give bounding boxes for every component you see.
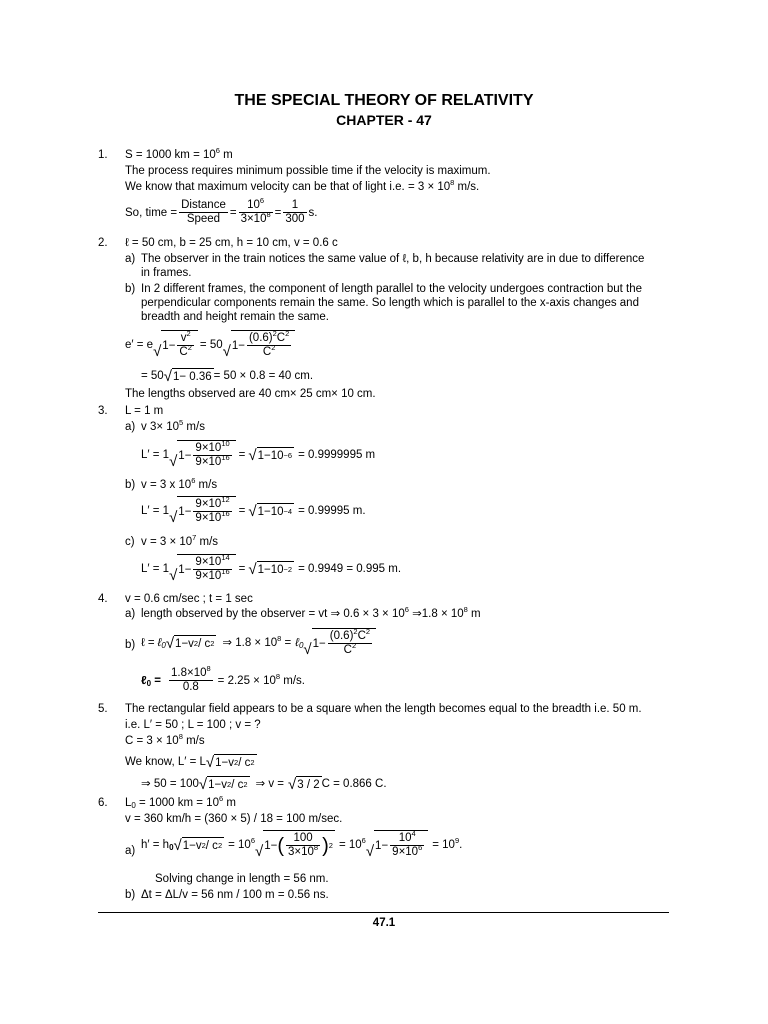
q1-time-equation: So, time = $\frac{\text{Distance}}{\text{Speed}}$ = $\frac{10^6}{3\times 10^8}$ = $\frac{1}{300}$ s. xyxy=(125,196,318,225)
chapter-heading: CHAPTER - 47 xyxy=(336,112,432,128)
q3-number: 3. xyxy=(98,405,108,417)
q3-b-label: b) xyxy=(125,479,136,491)
q2-length-equation: e′ = e √ 1− $\frac{v^2}{C^2}$ = 50 √ 1− $\frac{(0.6)^2C^2}{C^2}$ xyxy=(125,330,295,359)
q1-line3: We know that maximum velocity can be that of light i.e. = $3 \times 10^8$ m/s. xyxy=(125,178,480,193)
q3-given: L = 1 m xyxy=(125,405,164,417)
q4-a-label: a) xyxy=(125,608,136,620)
q1-number: 1. xyxy=(98,149,108,161)
q2-number: 2. xyxy=(98,237,108,249)
q6-solving: Solving change in length = 56 nm. xyxy=(155,873,329,885)
q6-a-equation: $h' = h_0$ √ 1−v 2 / c 2 = $10^6$ √ 1− ( $\frac{100}{3\times 10^8}$ ) 2 = $10^6$ √ 1− $\frac{10^4}{9\times 10^6}$ = $10^9$. xyxy=(141,829,463,860)
q6-b-text: Δt = ΔL/v = 56 nm / 100 m = 0.56 ns. xyxy=(141,889,329,901)
q4-b-equation: ℓ = ℓ$_0$ √ 1−v 2 / c 2 ⇒ $1.8 \times 10^8$ = ℓ$_0$ √ 1− $\frac{(0.6)^2C^2}{C^2}$ xyxy=(141,628,376,657)
q2-b-text2: perpendicular components remain the same. So length which is parallel to the x-axis changes and xyxy=(141,297,639,309)
q4-number: 4. xyxy=(98,593,108,605)
q5-line2: i.e. L′ = 50 ; L = 100 ; v = ? xyxy=(125,719,261,731)
q6-given: $L_0 = 1000$ km = $10^6$ m xyxy=(125,794,236,810)
footer-divider xyxy=(98,912,669,913)
q5-we-know: We know, L′ = L √ 1−v 2 / c 2 xyxy=(125,754,255,771)
q2-a-label: a) xyxy=(125,253,136,265)
q2-a-text1: The observer in the train notices the same value of ℓ, b, h because relativity are in due to difference xyxy=(141,253,645,265)
q3-a-label: a) xyxy=(125,421,136,433)
q6-velocity: v = 360 km/h = (360 × 5) / 18 = 100 m/sec. xyxy=(125,813,343,825)
q3-b-velocity: v = 3 x $10^6$ m/s xyxy=(141,476,218,491)
q4-a-text: length observed by the observer = vt ⇒ $0.6 \times 3 \times 10^6$ ⇒1.8 × $10^8$ m xyxy=(141,605,481,620)
q6-b-label: b) xyxy=(125,889,136,901)
q2-a-text2: in frames. xyxy=(141,267,192,279)
q3-a-equation: L′ = 1 √ 1− $\frac{9\times 10^{10}}{9\times 10^{16}}$ = √ 1−10 −6 = 0.9999995 m xyxy=(141,439,376,470)
q4-given: v = 0.6 cm/sec ; t = 1 sec xyxy=(125,593,253,605)
q1-line2: The process requires minimum possible time if the velocity is maximum. xyxy=(125,165,491,177)
q2-length-result: = 50 √ 1− 0.36 = 50 × 0.8 = 40 cm. xyxy=(141,368,314,385)
q1-given: S = 1000 km = $10^6$ m xyxy=(125,146,233,161)
q5-line1: The rectangular field appears to be a square when the length becomes equal to the breadth i.e. 50 m. xyxy=(125,703,642,715)
q2-b-text1: In 2 different frames, the component of length parallel to the velocity undergoes contraction but the xyxy=(141,283,642,295)
q4-l0-equation: ℓ$_0$ = $\frac{1.8\times 10^8}{0.8}$ = $2.25 \times 10^8$ m/s. xyxy=(141,664,305,693)
q2-conclusion: The lengths observed are 40 cm× 25 cm× 10 cm. xyxy=(125,388,376,400)
q5-number: 5. xyxy=(98,703,108,715)
q6-number: 6. xyxy=(98,797,108,809)
page-number: 47.1 xyxy=(372,917,396,929)
q2-b-text3: breadth and height remain the same. xyxy=(141,311,329,323)
q3-a-velocity: v $3\times 10^5$ m/s xyxy=(141,418,205,433)
q3-b-equation: L′ = 1 √ 1− $\frac{9\times 10^{12}}{9\times 10^{16}}$ = √ 1−10 −4 = 0.99995 m. xyxy=(141,495,366,526)
q3-c-label: c) xyxy=(125,536,135,548)
q6-a-label: a) xyxy=(125,845,136,857)
q2-b-label: b) xyxy=(125,283,136,295)
q3-c-velocity: $v = 3 \times 10^7$ m/s xyxy=(141,533,219,548)
q3-c-equation: L′ = 1 √ 1− $\frac{9\times 10^{14}}{9\times 10^{16}}$ = √ 1−10 −2 = 0.9949 = 0.995 m. xyxy=(141,553,402,584)
q4-b-label: b) xyxy=(125,639,136,651)
q2-given: ℓ = 50 cm, b = 25 cm, h = 10 cm, v = 0.6 c xyxy=(125,237,338,249)
page-title: THE SPECIAL THEORY OF RELATIVITY xyxy=(234,92,534,109)
q5-line3: $C = 3 \times 10^8$ m/s xyxy=(125,732,205,747)
q5-solution: ⇒ 50 = 100 √ 1−v 2 / c 2 ⇒ v = √ 3 / 2 C = 0.866 C. xyxy=(141,776,387,793)
